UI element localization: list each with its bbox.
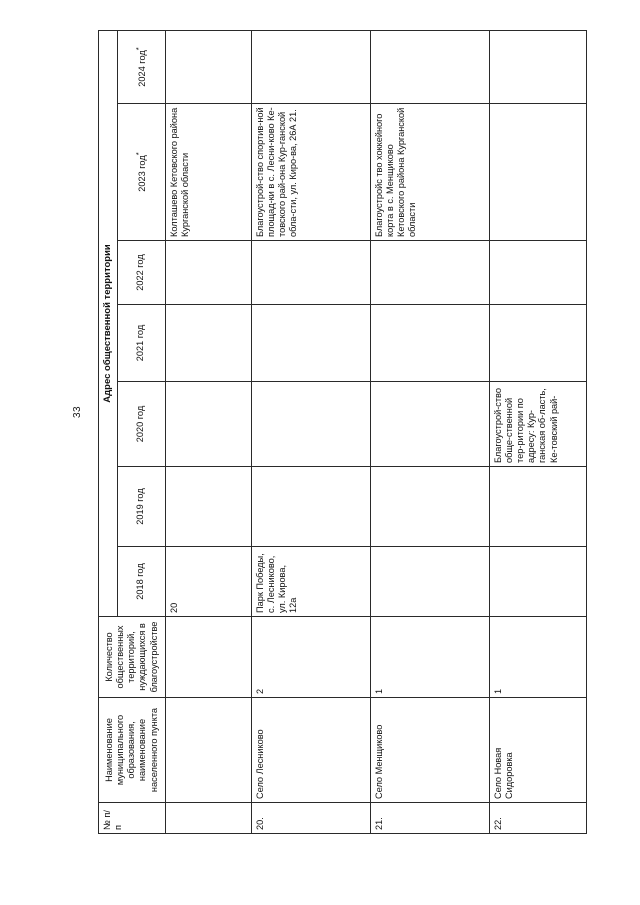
header-row-top <box>99 30 118 833</box>
row-2021 <box>251 305 370 382</box>
row-2022 <box>489 241 586 305</box>
row-2024 <box>370 30 489 103</box>
public-territories-table <box>98 30 587 834</box>
header-count: Количество общественных территорий, нуждающихся в благоустройстве <box>99 617 166 698</box>
row-2021 <box>489 305 586 382</box>
header-year-2020: 2020 год <box>117 382 165 467</box>
header-year-2023-label: 2023 год <box>137 155 147 192</box>
row-2019 <box>165 467 251 547</box>
header-year-2024-label: 2024 год <box>137 50 147 87</box>
row-name: Село Новая Сидоровка <box>489 698 586 803</box>
header-year-2019: 2019 год <box>117 467 165 547</box>
header-year-2021: 2021 год <box>117 305 165 382</box>
row-num: 20. <box>251 803 370 834</box>
header-address-group: Адрес общественной территории <box>99 30 118 616</box>
row-count: 1 <box>489 617 586 698</box>
row-2023: Благоустрой-ство спортив-ной площад-ки в с. Лесни-ково Ке-товского рай-она Кур-ганской обла-сти, ул. Киро-ва, 26А 21. <box>251 104 370 241</box>
row-2022 <box>165 241 251 305</box>
row-num <box>165 803 251 834</box>
row-count: 1 <box>370 617 489 698</box>
footnote-mark-2024: * <box>133 47 143 51</box>
row-name: Село Лесниково <box>251 698 370 803</box>
row-2018: Парк Победы, с. Лесниково, ул. Кирова, 12а <box>251 547 370 617</box>
table-row <box>251 30 370 833</box>
row-2023: Колташево Кетовского района Курганской области <box>165 104 251 241</box>
header-name: Наименование муниципального образования, наименование населенного пункта <box>99 698 166 803</box>
table-row <box>370 30 489 833</box>
row-count: 2 <box>251 617 370 698</box>
row-2019 <box>251 467 370 547</box>
row-2021 <box>370 305 489 382</box>
row-2019 <box>489 467 586 547</box>
row-2024 <box>489 30 586 103</box>
row-2024 <box>165 30 251 103</box>
row-2020 <box>251 382 370 467</box>
row-2020: Благоустрой-ство обще-ственной тер-ритории по адресу: Кур-ганская об-ласть, Ке-товский рай- <box>489 382 586 467</box>
page-number: 33 <box>72 405 83 418</box>
footnote-mark-2023: * <box>133 152 143 156</box>
row-2021 <box>165 305 251 382</box>
row-2024 <box>251 30 370 103</box>
row-2023: Благоустройс тво хоккейного корта в с. Менщиково Кетовского района Курганской области <box>370 104 489 241</box>
row-num: 21. <box>370 803 489 834</box>
row-2023 <box>489 104 586 241</box>
row-2022 <box>370 241 489 305</box>
row-2020 <box>370 382 489 467</box>
header-year-2022: 2022 год <box>117 241 165 305</box>
row-2020 <box>165 382 251 467</box>
row-count <box>165 617 251 698</box>
row-num: 22. <box>489 803 586 834</box>
row-name <box>165 698 251 803</box>
rotated-table-container <box>98 31 598 834</box>
header-year-2024 <box>117 30 165 103</box>
row-name: Село Менщиково <box>370 698 489 803</box>
table-row <box>489 30 586 833</box>
row-2018: 20 <box>165 547 251 617</box>
header-num: № п/п <box>99 803 166 834</box>
row-2019 <box>370 467 489 547</box>
row-2022 <box>251 241 370 305</box>
header-year-2018: 2018 год <box>117 547 165 617</box>
table-row <box>165 30 251 833</box>
row-2018 <box>489 547 586 617</box>
header-year-2023 <box>117 104 165 241</box>
row-2018 <box>370 547 489 617</box>
